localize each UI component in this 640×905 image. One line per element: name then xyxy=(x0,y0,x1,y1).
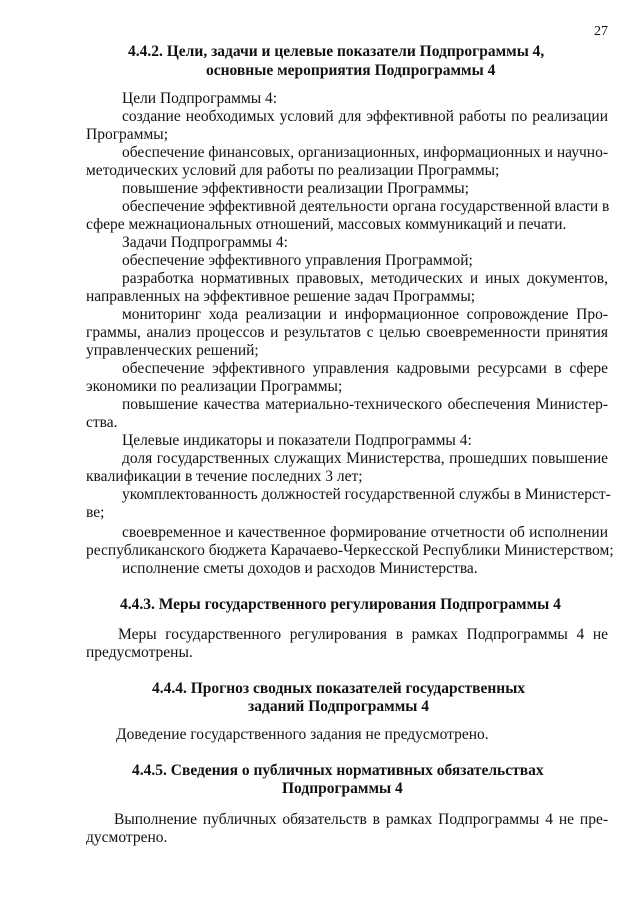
indicator-item-cont: ве; xyxy=(86,504,105,521)
goal-item-cont: методических условий для работы по реализации Программы; xyxy=(86,162,500,179)
section-444-text: Доведение государственного задания не предусмотрено. xyxy=(116,726,489,743)
section-445-text-cont: дусмотрено. xyxy=(86,829,168,846)
section-444-title-line2: заданий Подпрограммы 4 xyxy=(248,698,429,715)
task-item-cont: экономики по реализации Программы; xyxy=(86,378,343,395)
goal-item: обеспечение эффективной деятельности органа государственной власти в xyxy=(122,198,610,215)
section-443-text: Меры государственного регулирования в рамках Подпрограммы 4 не xyxy=(118,626,608,643)
goal-item-cont: Программы; xyxy=(86,126,169,143)
indicator-item-cont: республиканского бюджета Карачаево-Черкесской Республики Министерством; xyxy=(86,542,614,559)
indicator-item-cont: квалификации в течение последних 3 лет; xyxy=(86,468,363,485)
section-442-title-line1: 4.4.2. Цели, задачи и целевые показатели Подпрограммы 4, xyxy=(128,43,545,60)
page-number: 27 xyxy=(594,24,608,39)
indicator-item: своевременное и качественное формирование отчетности об исполнении xyxy=(122,524,608,541)
section-445-title-line1: 4.4.5. Сведения о публичных нормативных обязательствах xyxy=(132,762,544,779)
section-442-title-line2: основные мероприятия Подпрограммы 4 xyxy=(206,62,496,79)
task-item-cont: граммы, анализ процессов и результатов с целью своевременности принятия xyxy=(86,324,608,341)
goal-item: обеспечение финансовых, организационных, информационных и научно- xyxy=(122,144,608,161)
task-item: разработка нормативных правовых, методических и иных документов, xyxy=(122,270,608,287)
section-443-text-cont: предусмотрены. xyxy=(86,644,193,661)
section-445-text: Выполнение публичных обязательств в рамках Подпрограммы 4 не пре- xyxy=(114,811,608,828)
indicator-item: исполнение сметы доходов и расходов Министерства. xyxy=(122,560,478,577)
section-444-title-line1: 4.4.4. Прогноз сводных показателей государственных xyxy=(152,680,526,697)
task-item: обеспечение эффективного управления Программой; xyxy=(122,252,473,269)
goals-label: Цели Подпрограммы 4: xyxy=(122,90,278,107)
indicator-item: укомплектованность должностей государственной службы в Министерст- xyxy=(122,486,611,503)
indicators-label: Целевые индикаторы и показатели Подпрограммы 4: xyxy=(122,432,472,449)
section-445-title-line2: Подпрограммы 4 xyxy=(282,780,403,797)
task-item: повышение качества материально-технического обеспечения Министер- xyxy=(122,396,608,413)
indicator-item: доля государственных служащих Министерства, прошедших повышение xyxy=(122,450,608,467)
task-item: обеспечение эффективного управления кадровыми ресурсами в сфере xyxy=(122,360,608,377)
goal-item-cont: сфере межнациональных отношений, массовых коммуникаций и печати. xyxy=(86,216,567,233)
task-item-cont: ства. xyxy=(86,414,118,431)
goal-item: создание необходимых условий для эффективной работы по реализации xyxy=(122,108,608,125)
section-443-title: 4.4.3. Меры государственного регулирования Подпрограммы 4 xyxy=(120,596,561,613)
task-item-cont: управленческих решений; xyxy=(86,342,259,359)
tasks-label: Задачи Подпрограммы 4: xyxy=(122,234,288,251)
task-item-cont: направленных на эффективное решение задач Программы; xyxy=(86,288,476,305)
goal-item: повышение эффективности реализации Программы; xyxy=(122,180,469,197)
task-item: мониторинг хода реализации и информационное сопровождение Про- xyxy=(122,306,608,323)
